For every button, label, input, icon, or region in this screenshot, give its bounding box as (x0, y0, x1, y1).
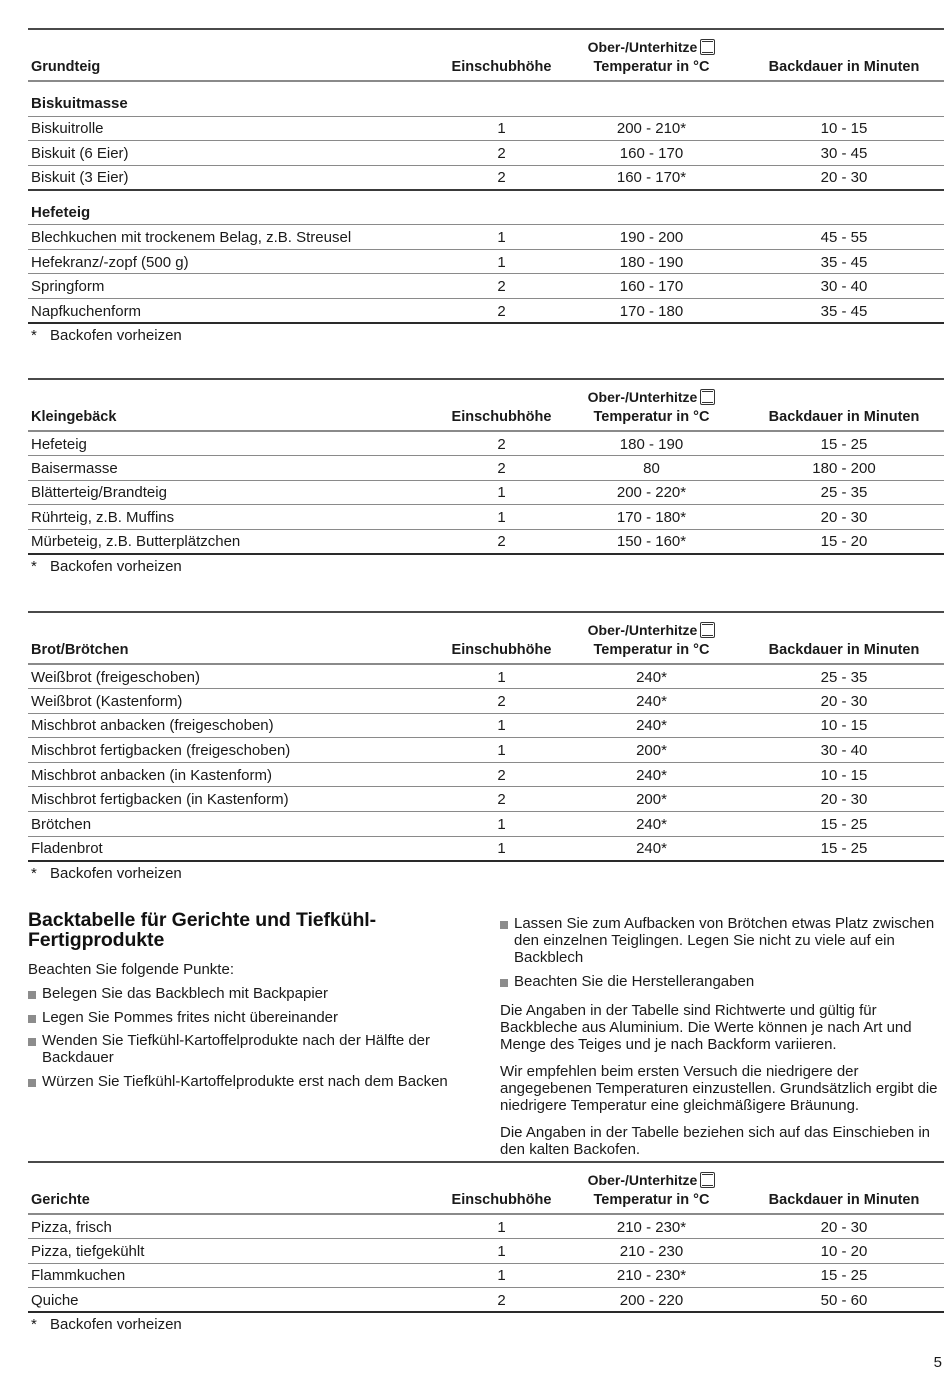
duration: 35 - 45 (744, 249, 944, 274)
heating-mode-row (28, 379, 944, 405)
dish-name: Biskuitrolle (28, 116, 444, 141)
group-title: Hefeteig (28, 190, 444, 225)
paragraph: Wir empfehlen beim ersten Versuch die niedrigere der angegebenen Temperaturen einzustellen. Grundsätzlich ergibt die niedrigere Temperatur eine gleichmäßigere Bräunung. (500, 1062, 938, 1114)
shelf-level: 2 (444, 689, 559, 714)
duration: 25 - 35 (744, 664, 944, 689)
temperature: 190 - 200 (559, 225, 744, 250)
dish-name: Hefeteig (28, 431, 444, 456)
column-header-duration: Backdauer in Minuten (744, 1188, 944, 1214)
preheat-footnote: * Backofen vorheizen (31, 557, 182, 575)
column-header-temperature: Temperatur in °C (559, 1188, 744, 1214)
tips-list-left (28, 985, 478, 1090)
group-header-row (28, 190, 944, 225)
duration: 180 - 200 (744, 456, 944, 481)
heating-mode-label: Ober-/Unterhitze (559, 29, 744, 55)
temperature: 170 - 180* (559, 505, 744, 530)
column-header-level: Einschubhöhe (444, 638, 559, 664)
column-header-name: Kleingebäck (28, 405, 444, 431)
temperature: 180 - 190 (559, 249, 744, 274)
table-row (28, 1239, 944, 1264)
temperature: 240* (559, 713, 744, 738)
column-header-row (28, 405, 944, 431)
heating-mode-row (28, 612, 944, 638)
gerichte-table (28, 1161, 944, 1313)
section-title: Backtabelle für Gerichte und Tiefkühl- Fertigprodukte (28, 909, 377, 951)
kleingebaeck-table (28, 378, 944, 555)
table-row (28, 249, 944, 274)
dish-name: Mischbrot anbacken (freigeschoben) (28, 713, 444, 738)
shelf-level: 1 (444, 1214, 559, 1239)
duration: 10 - 15 (744, 116, 944, 141)
table-row (28, 529, 944, 554)
dish-name: Baisermasse (28, 456, 444, 481)
heating-mode-label: Ober-/Unterhitze (559, 1162, 744, 1188)
group-header-row (28, 81, 944, 116)
column-header-row (28, 1188, 944, 1214)
grundteig-table (28, 28, 944, 324)
preheat-footnote: * Backofen vorheizen (31, 327, 182, 345)
duration: 30 - 40 (744, 274, 944, 299)
paragraph: Die Angaben in der Tabelle sind Richtwerte und gültig für Backbleche aus Aluminium. Die Werte können je nach Art und Menge des Teiges und je nach Backform variieren. (500, 1001, 912, 1053)
dish-name: Rührteig, z.B. Muffins (28, 505, 444, 530)
dish-name: Blechkuchen mit trockenem Belag, z.B. Streusel (28, 225, 444, 250)
column-header-name: Gerichte (28, 1188, 444, 1214)
shelf-level: 2 (444, 299, 559, 324)
section-left-column (28, 910, 478, 1096)
page-number: 5 (933, 1354, 942, 1371)
dish-name: Brötchen (28, 812, 444, 837)
brot-table-block (28, 611, 944, 886)
top-bottom-heat-icon (700, 1172, 715, 1188)
dish-name: Quiche (28, 1288, 444, 1313)
column-header-level: Einschubhöhe (444, 55, 559, 81)
table-row (28, 141, 944, 166)
temperature: 240* (559, 664, 744, 689)
preheat-footnote: * Backofen vorheizen (31, 864, 182, 882)
grundteig-table-block (28, 28, 944, 348)
dish-name: Mürbeteig, z.B. Butterplätzchen (28, 529, 444, 554)
dish-name: Fladenbrot (28, 836, 444, 861)
table-row (28, 299, 944, 324)
heating-mode-row (28, 1162, 944, 1188)
table-row (28, 505, 944, 530)
temperature: 160 - 170 (559, 141, 744, 166)
shelf-level: 1 (444, 225, 559, 250)
frozen-products-section (28, 910, 944, 1180)
shelf-level: 1 (444, 1239, 559, 1264)
table-row (28, 787, 944, 812)
table-row (28, 116, 944, 141)
shelf-level: 1 (444, 836, 559, 861)
column-header-duration: Backdauer in Minuten (744, 55, 944, 81)
temperature: 210 - 230* (559, 1263, 744, 1288)
shelf-level: 2 (444, 274, 559, 299)
table-row (28, 713, 944, 738)
shelf-level: 1 (444, 664, 559, 689)
duration: 15 - 25 (744, 1263, 944, 1288)
temperature: 240* (559, 689, 744, 714)
shelf-level: 2 (444, 456, 559, 481)
kleingebaeck-table-block (28, 378, 944, 579)
duration: 20 - 30 (744, 1214, 944, 1239)
dish-name: Blätterteig/Brandteig (28, 480, 444, 505)
shelf-level: 1 (444, 713, 559, 738)
duration: 45 - 55 (744, 225, 944, 250)
temperature: 160 - 170* (559, 165, 744, 190)
table-row (28, 836, 944, 861)
list-item: Wenden Sie Tiefkühl-Kartoffelprodukte nach der Hälfte der Backdauer (28, 1032, 478, 1066)
shelf-level: 1 (444, 812, 559, 837)
dish-name: Napfkuchenform (28, 299, 444, 324)
table-row (28, 225, 944, 250)
dish-name: Pizza, frisch (28, 1214, 444, 1239)
duration: 30 - 45 (744, 141, 944, 166)
paragraph: Die Angaben in der Tabelle beziehen sich auf das Einschieben in den kalten Backofen. (500, 1123, 931, 1158)
shelf-level: 1 (444, 1263, 559, 1288)
brot-table (28, 611, 944, 862)
shelf-level: 2 (444, 431, 559, 456)
temperature: 200 - 220* (559, 480, 744, 505)
table-row (28, 456, 944, 481)
dish-name: Mischbrot fertigbacken (freigeschoben) (28, 738, 444, 763)
shelf-level: 2 (444, 1288, 559, 1313)
duration: 20 - 30 (744, 165, 944, 190)
duration: 20 - 30 (744, 689, 944, 714)
duration: 15 - 25 (744, 812, 944, 837)
list-item: Beachten Sie die Herstellerangaben (500, 973, 944, 990)
shelf-level: 1 (444, 480, 559, 505)
shelf-level: 2 (444, 787, 559, 812)
dish-name: Springform (28, 274, 444, 299)
top-bottom-heat-icon (700, 389, 715, 405)
column-header-temperature: Temperatur in °C (559, 638, 744, 664)
preheat-footnote: * Backofen vorheizen (31, 1316, 182, 1334)
temperature: 160 - 170 (559, 274, 744, 299)
shelf-level: 1 (444, 249, 559, 274)
table-row (28, 1263, 944, 1288)
shelf-level: 2 (444, 762, 559, 787)
dish-name: Biskuit (3 Eier) (28, 165, 444, 190)
dish-name: Pizza, tiefgekühlt (28, 1239, 444, 1264)
shelf-level: 2 (444, 529, 559, 554)
dish-name: Weißbrot (freigeschoben) (28, 664, 444, 689)
duration: 15 - 25 (744, 431, 944, 456)
column-header-temperature: Temperatur in °C (559, 55, 744, 81)
list-item: Lassen Sie zum Aufbacken von Brötchen etwas Platz zwischen den einzelnen Teiglingen. Legen Sie nicht zu viele auf ein Backblech (500, 915, 944, 966)
list-item: Belegen Sie das Backblech mit Backpapier (28, 985, 478, 1002)
section-right-column (500, 915, 944, 1158)
table-row (28, 1288, 944, 1313)
duration: 10 - 20 (744, 1239, 944, 1264)
shelf-level: 1 (444, 116, 559, 141)
dish-name: Biskuit (6 Eier) (28, 141, 444, 166)
temperature: 200* (559, 787, 744, 812)
temperature: 170 - 180 (559, 299, 744, 324)
dish-name: Weißbrot (Kastenform) (28, 689, 444, 714)
tips-list-right (500, 915, 944, 990)
temperature: 180 - 190 (559, 431, 744, 456)
list-item: Würzen Sie Tiefkühl-Kartoffelprodukte erst nach dem Backen (28, 1073, 478, 1090)
shelf-level: 2 (444, 165, 559, 190)
list-item: Legen Sie Pommes frites nicht übereinander (28, 1009, 478, 1026)
dish-name: Hefekranz/-zopf (500 g) (28, 249, 444, 274)
duration: 15 - 20 (744, 529, 944, 554)
duration: 25 - 35 (744, 480, 944, 505)
duration: 20 - 30 (744, 505, 944, 530)
heating-mode-label: Ober-/Unterhitze (559, 612, 744, 638)
temperature: 80 (559, 456, 744, 481)
column-header-row (28, 55, 944, 81)
table-row (28, 1214, 944, 1239)
table-row (28, 689, 944, 714)
duration: 10 - 15 (744, 713, 944, 738)
dish-name: Mischbrot anbacken (in Kastenform) (28, 762, 444, 787)
dish-name: Flammkuchen (28, 1263, 444, 1288)
section-intro: Beachten Sie folgende Punkte: (28, 961, 234, 978)
temperature: 240* (559, 836, 744, 861)
temperature: 200 - 220 (559, 1288, 744, 1313)
temperature: 210 - 230 (559, 1239, 744, 1264)
table-row (28, 165, 944, 190)
temperature: 210 - 230* (559, 1214, 744, 1239)
shelf-level: 1 (444, 505, 559, 530)
table-row (28, 664, 944, 689)
group-title: Biskuitmasse (28, 81, 444, 116)
duration: 20 - 30 (744, 787, 944, 812)
column-header-duration: Backdauer in Minuten (744, 638, 944, 664)
table-row (28, 762, 944, 787)
temperature: 150 - 160* (559, 529, 744, 554)
table-row (28, 812, 944, 837)
table-row (28, 480, 944, 505)
duration: 35 - 45 (744, 299, 944, 324)
column-header-name: Grundteig (28, 55, 444, 81)
temperature: 200* (559, 738, 744, 763)
top-bottom-heat-icon (700, 39, 715, 55)
duration: 10 - 15 (744, 762, 944, 787)
table-row (28, 431, 944, 456)
table-row (28, 274, 944, 299)
shelf-level: 1 (444, 738, 559, 763)
heating-mode-row (28, 29, 944, 55)
duration: 30 - 40 (744, 738, 944, 763)
column-header-row (28, 638, 944, 664)
duration: 50 - 60 (744, 1288, 944, 1313)
heating-mode-label: Ober-/Unterhitze (559, 379, 744, 405)
temperature: 200 - 210* (559, 116, 744, 141)
column-header-name: Brot/Brötchen (28, 638, 444, 664)
column-header-level: Einschubhöhe (444, 405, 559, 431)
temperature: 240* (559, 762, 744, 787)
column-header-level: Einschubhöhe (444, 1188, 559, 1214)
top-bottom-heat-icon (700, 622, 715, 638)
column-header-duration: Backdauer in Minuten (744, 405, 944, 431)
gerichte-table-block (28, 1161, 944, 1337)
duration: 15 - 25 (744, 836, 944, 861)
shelf-level: 2 (444, 141, 559, 166)
dish-name: Mischbrot fertigbacken (in Kastenform) (28, 787, 444, 812)
column-header-temperature: Temperatur in °C (559, 405, 744, 431)
table-row (28, 738, 944, 763)
temperature: 240* (559, 812, 744, 837)
